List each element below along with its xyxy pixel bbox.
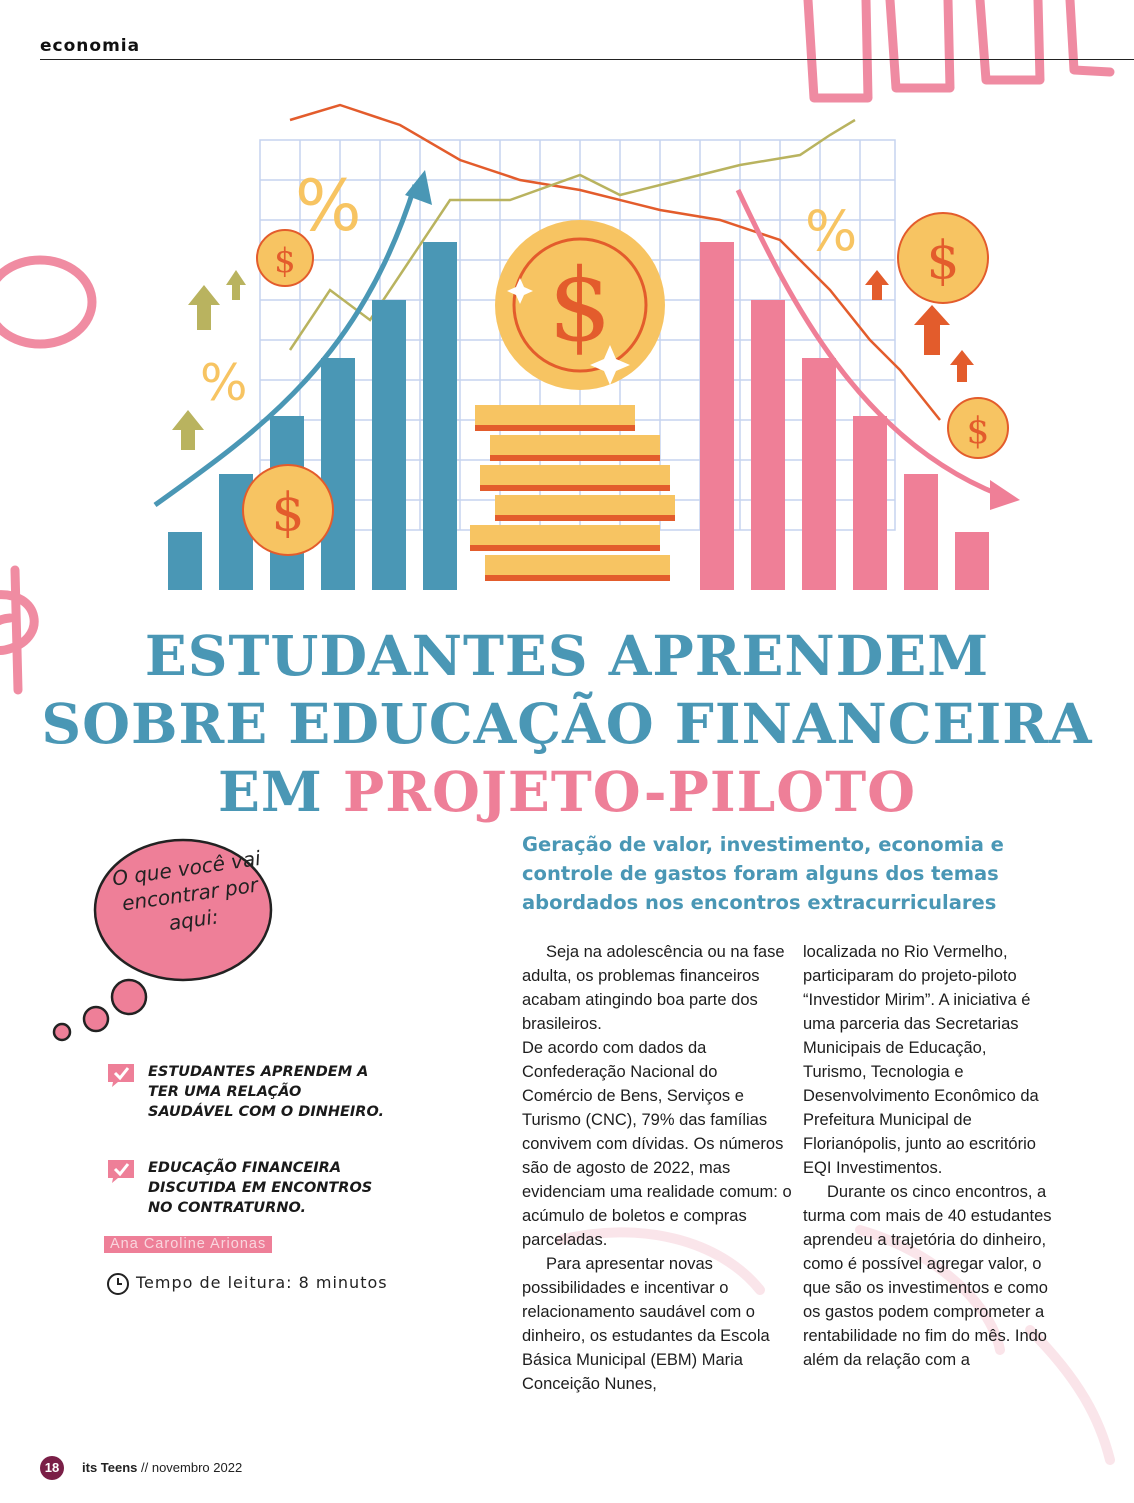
article-column-2 [803, 940, 1053, 1372]
checkmark-icon [106, 1158, 136, 1184]
svg-text:$: $ [966, 411, 990, 452]
pink-bar [853, 416, 887, 590]
bubble-text: O que você vai encontrar por aqui: [110, 845, 263, 936]
highlight-item-2: EDUCAÇÃO FINANCEIRA DISCUTIDA EM ENCONTROS NO CONTRATURNO. [148, 1160, 373, 1216]
blue-bar [168, 532, 202, 590]
headline-line-1: ESTUDANTES APRENDEM [144, 623, 990, 688]
magazine-footer [82, 1460, 242, 1475]
section-label: economia [40, 36, 141, 56]
article-column-1 [522, 940, 792, 1396]
paragraph: Para apresentar novas possibilidades e incentivar o relacionamento saudável com o dinheiro, os estudantes da Escola Básica Municipal (EBM) Maria Conceição Nunes, [522, 1255, 770, 1393]
magazine-name: its Teens [82, 1460, 138, 1475]
pink-bar [751, 300, 785, 590]
pink-bar [700, 242, 734, 590]
blue-bar [372, 300, 406, 590]
paragraph: De acordo com dados da Confederação Nacional do Comércio de Bens, Serviços e Turismo (CNC), 79% das famílias convivem com dívidas. Os números são de agosto de 2022, mas evidenciam uma realidade comum: o acúmulo de boletos e compras parceladas. [522, 1039, 792, 1249]
blue-bar [321, 358, 355, 590]
header-rule [40, 59, 1134, 60]
dollar-coin-icon [243, 465, 333, 555]
dollar-coin-icon [898, 213, 988, 303]
pink-bar [955, 532, 989, 590]
percent-icon: % [805, 199, 858, 263]
dollar-coin-icon [948, 398, 1008, 458]
clock-icon [106, 1272, 130, 1296]
checkmark-icon [106, 1062, 136, 1088]
percent-icon: % [295, 165, 362, 247]
headline-line-3 [0, 758, 1134, 826]
page-number: 18 [40, 1456, 64, 1480]
pink-bar [904, 474, 938, 590]
blue-bar [423, 242, 457, 590]
svg-text:$: $ [274, 241, 296, 281]
percent-icon: % [200, 354, 248, 412]
svg-text:$: $ [271, 483, 305, 543]
issue-date: // novembro 2022 [141, 1460, 243, 1475]
headline-highlight: PROJETO-PILOTO [342, 759, 917, 824]
reading-time: Tempo de leitura: 8 minutos [136, 1273, 388, 1292]
headline-line-2: SOBRE EDUCAÇÃO FINANCEIRA [41, 691, 1093, 756]
hero-illustration [140, 100, 1030, 600]
headline [0, 622, 1134, 826]
highlight-item-1: ESTUDANTES APRENDEM A TER UMA RELAÇÃO SAUDÁVEL COM O DINHEIRO. [148, 1064, 384, 1120]
paragraph: Seja na adolescência ou na fase adulta, os problemas financeiros acabam atingindo boa parte dos brasileiros. [522, 943, 785, 1033]
svg-text:$: $ [926, 231, 960, 291]
paragraph: localizada no Rio Vermelho, participaram do projeto-piloto “Investidor Mirim”. A iniciativa é uma parceria das Secretarias Municipais de Educação, Turismo, Tecnologia e Desenvolvimento Econômico da Prefeitura Municipal de Florianópolis, junto ao escritório EQI Investimentos. [803, 943, 1039, 1177]
paragraph: Durante os cinco encontros, a turma com mais de 40 estudantes aprendeu a trajetória do dinheiro, como é possível agregar valor, o que são os investimentos e como os gastos podem comprometer a rentabilidade no fim do mês. Indo além da relação com a [803, 1183, 1052, 1369]
author-name: Ana Caroline Arionas [104, 1236, 272, 1253]
svg-text:$: $ [548, 247, 612, 364]
pink-bar [802, 358, 836, 590]
headline-line-3-start: EM [217, 759, 343, 824]
subtitle: Geração de valor, investimento, economia e controle de gastos foram alguns dos temas abordados nos encontros extracurriculares [522, 833, 1004, 914]
